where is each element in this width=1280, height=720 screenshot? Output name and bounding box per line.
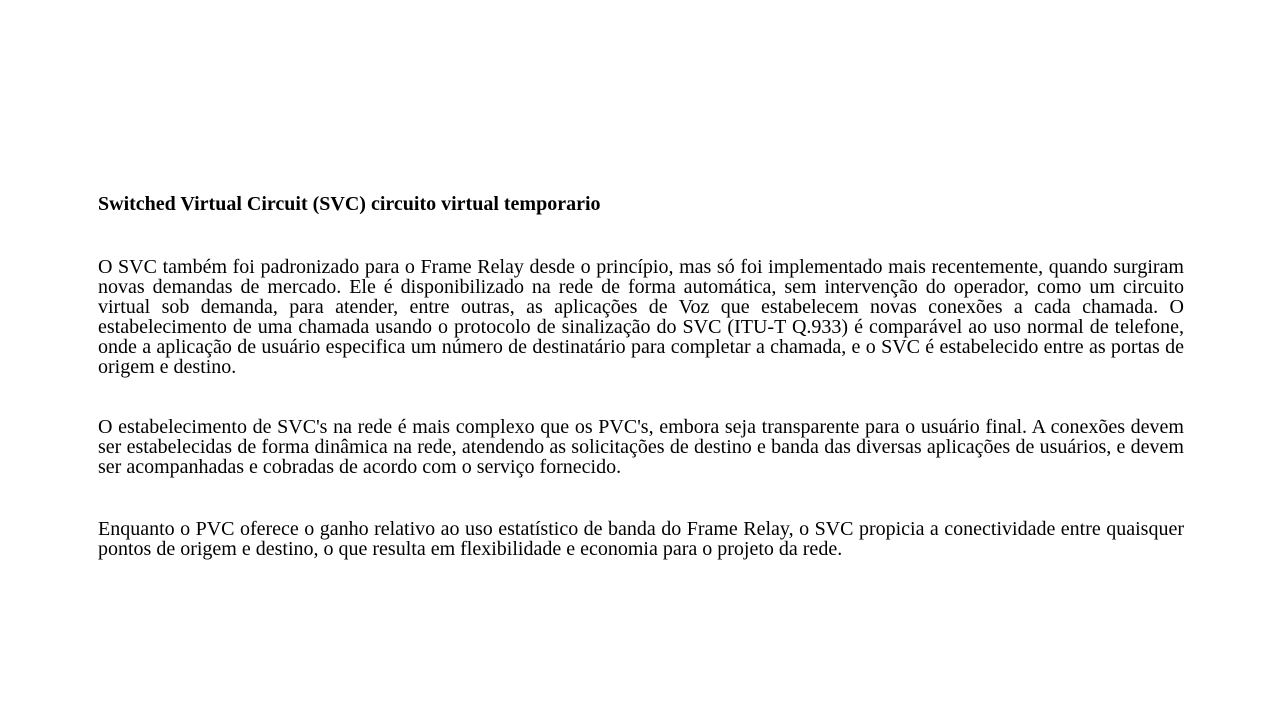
paragraph-pvc-vs-svc: Enquanto o PVC oferece o ganho relativo ao uso estatístico de banda do Frame Relay, o SVC propicia a conectividade entre quaisquer pontos de origem e destino, o que resulta em flexibilidade e economia para o projeto da rede.: [98, 518, 1184, 560]
slide-content: [98, 191, 1184, 559]
paragraph-svc-intro: O SVC também foi padronizado para o Frame Relay desde o princípio, mas só foi implementado mais recentemente, quando surgiram novas demandas de mercado. Ele é disponibilizado na rede de forma automática, sem intervenção do operador, como um circuito virtual sob demanda, para atender, entre outras, as aplicações de Voz que estabelecem novas conexões a cada chamada. O estabelecimento de uma chamada usando o protocolo de sinalização do SVC (ITU-T Q.933) é comparável ao uso normal de telefone, onde a aplicação de usuário especifica um número de destinatário para completar a chamada, e o SVC é estabelecido entre as portas de origem e destino.: [98, 256, 1184, 378]
slide-title: Switched Virtual Circuit (SVC) circuito virtual temporario: [98, 193, 601, 215]
paragraph-svc-complexity: O estabelecimento de SVC's na rede é mais complexo que os PVC's, embora seja transparente para o usuário final. A conexões devem ser estabelecidas de forma dinâmica na rede, atendendo as solicitações de destino e banda das diversas aplicações de usuários, e devem ser acompanhadas e cobradas de acordo com o serviço fornecido.: [98, 416, 1184, 478]
